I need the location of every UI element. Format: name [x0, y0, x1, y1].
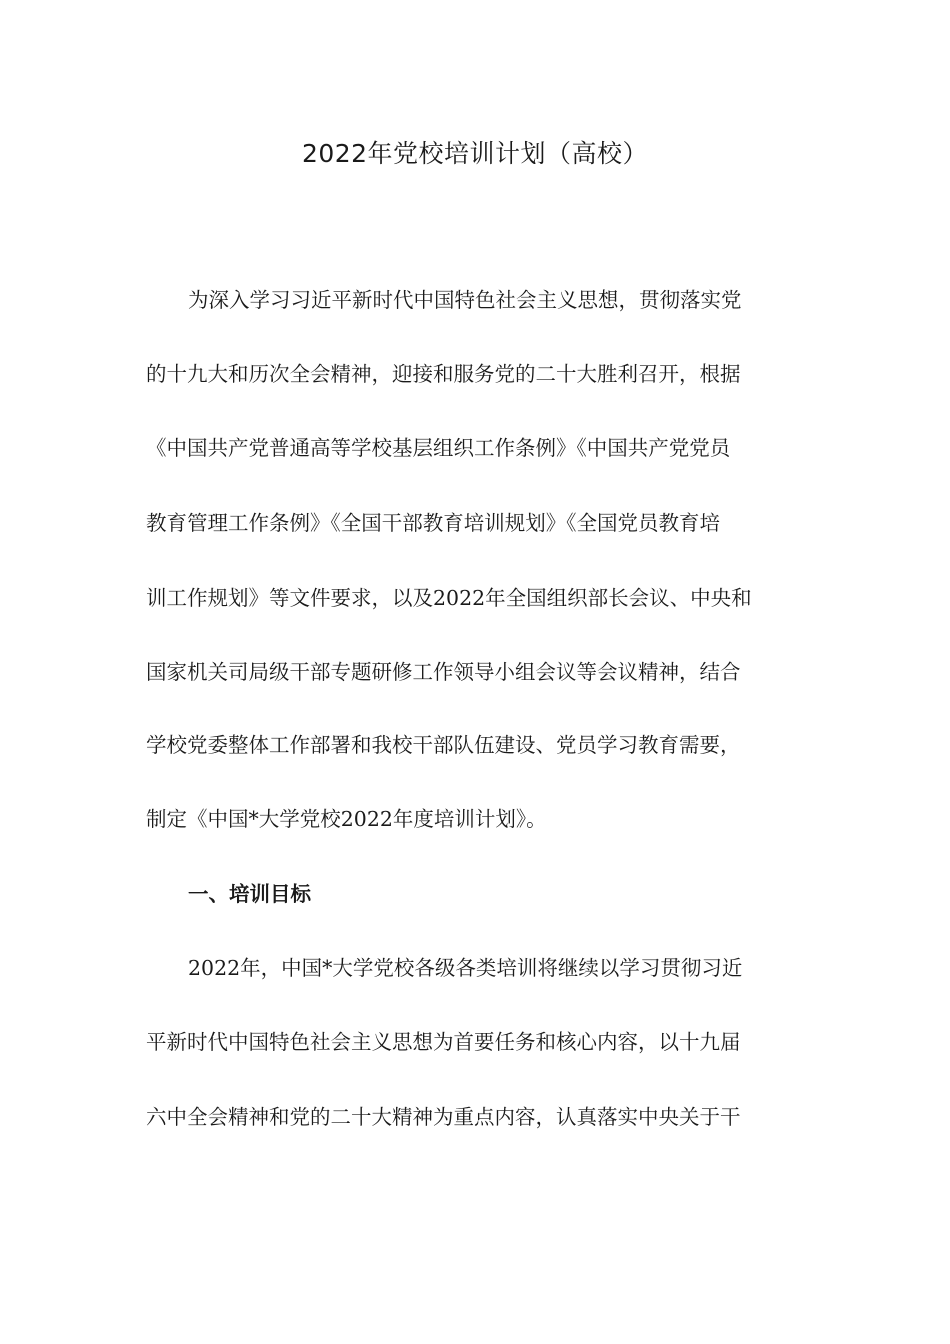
document-title: 2022年党校培训计划（高校）	[301, 139, 649, 168]
paragraph-line: 制定《中国*大学党校2022年度培训计划》。	[146, 807, 547, 831]
paragraph-line: 为深入学习习近平新时代中国特色社会主义思想，贯彻落实党	[188, 288, 742, 312]
section-heading: 一、培训目标	[188, 882, 311, 906]
paragraph-line: 六中全会精神和党的二十大精神为重点内容，认真落实中央关于干	[146, 1105, 741, 1129]
paragraph-line: 的十九大和历次全会精神，迎接和服务党的二十大胜利召开，根据	[146, 362, 741, 386]
paragraph-line: 2022年，中国*大学党校各级各类培训将继续以学习贯彻习近	[188, 956, 743, 980]
paragraph-line: 学校党委整体工作部署和我校干部队伍建设、党员学习教育需要，	[146, 733, 741, 757]
paragraph-line: 平新时代中国特色社会主义思想为首要任务和核心内容，以十九届	[146, 1030, 741, 1054]
paragraph-line: 训工作规划》等文件要求，以及2022年全国组织部长会议、中央和	[146, 586, 752, 610]
paragraph-line: 国家机关司局级干部专题研修工作领导小组会议等会议精神，结合	[146, 660, 741, 684]
paragraph-line: 《中国共产党普通高等学校基层组织工作条例》《中国共产党党员	[146, 436, 731, 460]
paragraph-line: 教育管理工作条例》《全国干部教育培训规划》《全国党员教育培	[146, 511, 720, 535]
